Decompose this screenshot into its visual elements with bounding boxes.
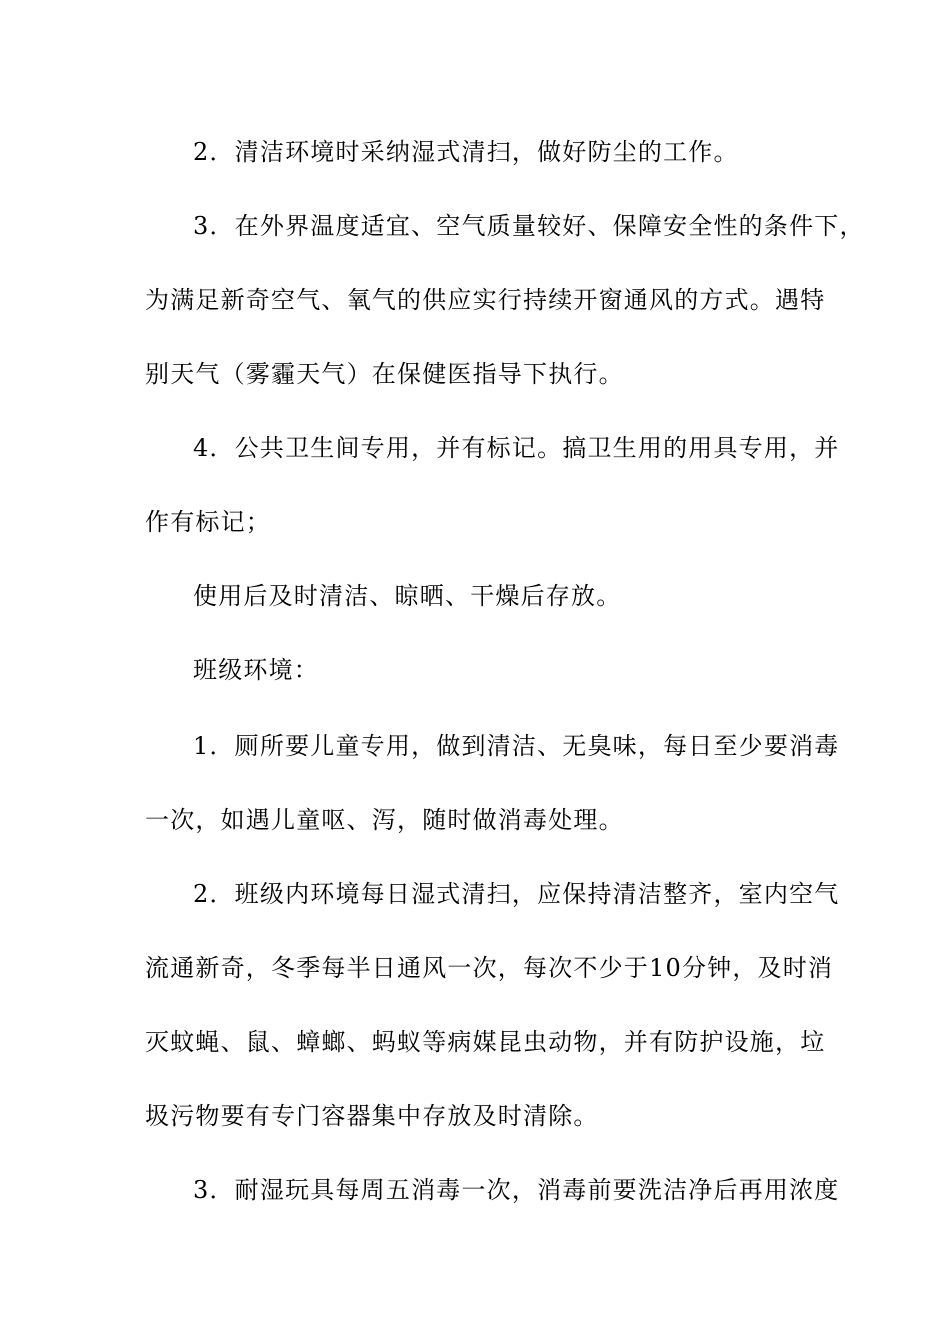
section-heading: 班级环境：: [193, 656, 319, 684]
paragraph-line: 流通新奇，冬季每半日通风一次，每次不少于10分钟，及时消: [145, 954, 834, 982]
paragraph-line: 1．厕所要儿童专用，做到清洁、无臭味，每日至少要消毒: [193, 732, 840, 760]
paragraph-line: 2．清洁环境时采纳湿式清扫，做好防尘的工作。: [193, 138, 739, 166]
paragraph-line: 圾污物要有专门容器集中存放及时清除。: [145, 1102, 599, 1130]
paragraph-line: 为满足新奇空气、氧气的供应实行持续开窗通风的方式。遇特: [145, 286, 826, 314]
paragraph-line: 3．在外界温度适宜、空气质量较好、保障安全性的条件下，: [193, 212, 865, 240]
paragraph-line: 一次，如遇儿童呕、泻，随时做消毒处理。: [145, 806, 624, 834]
paragraph-line: 别天气（雾霾天气）在保健医指导下执行。: [145, 360, 624, 388]
paragraph-line: 灭蚊蝇、鼠、蟑螂、蚂蚁等病媒昆虫动物，并有防护设施，垃: [145, 1028, 826, 1056]
paragraph-line: 作有标记；: [145, 508, 271, 536]
paragraph-line: 4．公共卫生间专用，并有标记。搞卫生用的用具专用，并: [193, 434, 840, 462]
paragraph-line: 2．班级内环境每日湿式清扫，应保持清洁整齐，室内空气: [193, 880, 840, 908]
paragraph-line: 3．耐湿玩具每周五消毒一次，消毒前要洗洁净后再用浓度: [193, 1176, 840, 1204]
paragraph-line: 使用后及时清洁、晾晒、干燥后存放。: [193, 582, 622, 610]
